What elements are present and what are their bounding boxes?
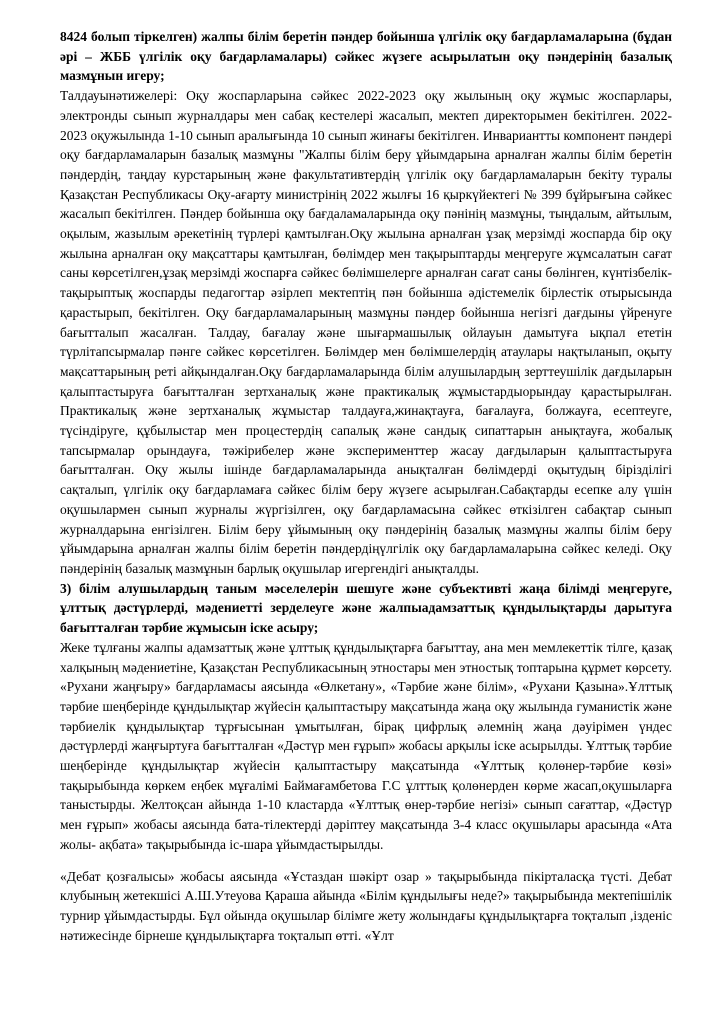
paragraph-spacer — [60, 855, 672, 867]
document-page — [60, 27, 672, 945]
debate-movement-paragraph: «Дебат қозғалысы» жобасы аясында «Ұстаздан шәкірт озар » тақырыбында пікірталасқа түсті. Дебат клубының жетекшісі А.Ш.Утеуова Қараша айында «Білім құндылығы неде?» тақырыбында мектепішілік турнир ұйымдастырды. Бұл ойында оқушылар білімге жету жолындағы құндылықтарға тоқталып ,ізденіс нәтижесінде бірнеше құндылықтарға тоқталып өтті. «Ұлт — [60, 868, 672, 943]
national-values-paragraph: Жеке тұлғаны жалпы адамзаттық және ұлттық құндылықтарға бағыттау, ана мен мемлекеттік тілге, қазақ халқының мәдениетіне, Қазақстан Республикасының этностары мен этностық топтарына құрмет көрсету. «Рухани жаңғыру» бағдарламасы аясында «Өлкетану», «Тәрбие және білім», «Рухани Қазына».Ұлттық тәрбие шеңберінде құндылықтар жүйесін қалыптастыру мақсатында жаңа оқу жылында гуманистік және тәрбиелік құндылықтар тұрғысынан ұмытылған, бірақ цифрлық әлемнің жаңа дәуірімен үндес дәстүрлерді жаңғыртуға бағытталған «Дәстүр мен ғұрып» жобасы арқылы іске асырылды. Ұлттық тәрбие шеңберінде құндылықтар жүйесін қалыптастыру мақсатында «Ұлттық қолөнер-тәрбие көзі» тақырыбында көркем еңбек мұғалімі Баймағамбетова Г.С ұлттық қолөнерден көрме жасап,оқушыларға таныстырды. Желтоқсан айында 1-10 кластарда «Ұлттық өнер-тәрбие негізі» сынып сағаттар, «Дәстүр мен ғұрып» жобасы аясында бата-тілектерді дәріптеу мақсатында 3-4 класс оқушылары арасында «Ата жолы- ақбата» тақырыбында іс-шара ұйымдастырылды. — [60, 639, 672, 852]
section-heading-education-work: 3) білім алушылардың таным мәселелерін шешуге және субъективті жаңа білімді меңгеруге, ұлттық дәстүрлерді, мәдениетті зерделеуге және жалпыадамзаттық құндылықтарды дарытуға бағытталған тәрбие жұмысын іске асыру; — [60, 580, 672, 636]
analysis-results-paragraph: Талдауынәтижелері: Оқу жоспарларына сәйкес 2022-2023 оқу жылының оқу жұмыс жоспарлары, электронды сынып журналдары мен сабақ кестелері жасалып, мектеп директорымен бекітілген. 2022-2023 оқужылында 1-10 сынып аралығында 10 сынып жинағы бекітілген. Инвариантты компонент пәндері оқу бағдарламаларын базалық мазмұны "Жалпы білім беру ұйымдарына арналған жалпы білім беретін пәндердің, таңдау курстарының және факультативтердің үлгілік оқу бағдарламаларын бекіту туралы Қазақстан Республикасы Оқу-ағарту министрінің 2022 жылғы 16 қыркүйектегі № 399 бұйрығына сәйкес жасалып бекітілген. Пәндер бойынша оқу бағдаламаларында оқу пәнінің мазмұны, тыңдалым, айтылым, оқылым, жазылым әрекетінің түрлері қамтылған.Оқу жылына арналған ұзақ мерзімді жоспарда бір оқу жылына арналған оқу мақсаттары қамтылған, бөлімдер мен тақырыптарды меңгеруге жұмсалатын сағат саны көрсетілген,ұзақ мерзімді жоспарға сәйкес бөлімшелерге арналған сағат саны бөлінген, күнтізбелік-тақырыптық жоспарды педагогтар әзірлеп мектептің пән бойынша әдістемелік бірлестік отырысында қарастырып, бекітілген. Оқу бағдарламаларының мазмұны пәндер бойынша негізгі дағдыны үйренуге бағытталып жасалған. Талдау, бағалау және шығармашылық ойлауын дамытуға ықпал ететін түрлітапсырмалар пәнге сәйкес көрсетілген. Бөлімдер мен бөлімшелердің атаулары нақтыланып, оқыту мақсаттарының реті айқындалған.Оқу бағдарламаларында білім алушылардың зерттеушілік дағдыларын қалыптастыруға бағытталған зертханалық және практикалық жұмыстардыорындау қарастырылған. Практикалық және зертханалық жұмыстар талдауға,жинақтауға, бағалауға, болжауға, есептеуге, түсіндіруге, құбылыстар мен процестердің сапалық және сандық сипаттарын анықтауға, жобалық тапсырмалар орындауға, тәжірибелер және эксперименттер жасау дағдыларын қалыптастыруға бағытталған. Оқу жылы ішінде бағдарламаларында анықталған бөлімдерді оқытудың бірізділігі сақталып, үлгілік оқу бағдарламаға сәйкес білім беру жүзеге асырылған.Сабақтарды есепке алу үшін оқушылармен сынып журналы жүргізілген, оқу бағдарламасына сәйкес өткізілген сабақтар сынып журналдарына енгізілген. Білім беру ұйымының оқу пәндерінің базалық мазмұны жалпы білім беру ұйымдарына арналған жалпы білім беретін пәндердіңүлгілік оқу бағдарламаларына сәйкес келеді. Оқу пәндерінің базалық мазмұнын барлық оқушылар игергендігі анықталды. — [60, 88, 672, 576]
section-heading-content-mastery: 8424 болып тіркелген) жалпы білім беретін пәндер бойынша үлгілік оқу бағдарламаларына (бұдан әрі – ЖББ үлгілік оқу бағдарламалары) сәйкес жүзеге асырылатын оқу пәндерінің базалық мазмұнын игеру; — [60, 29, 672, 84]
